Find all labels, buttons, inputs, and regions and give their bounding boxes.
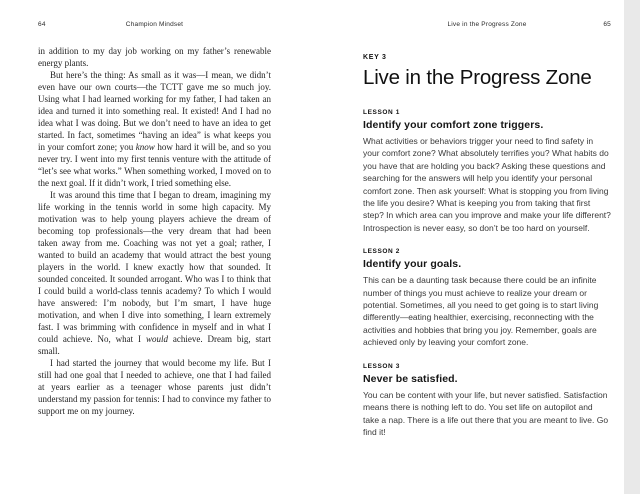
text-run: It was around this time that I began to dream, imagining my life working in the tennis world in some high capacity. My motivation was to help young players achieve the dream of becoming top professionals—the very dream that had been taken away from me. Coaching was not yet a goal; rather, I wanted to build an academy that would attract the best young players in the world. I knew exactly how that sounded. It sounded conceited. It sounded arrogant. Who was I to think that I could build a world-class tennis academy? To which I would have answered: I’m nobody, but I’m smart, I have huge motivation, and when I dive into something, I learn extremely fast. I was brimming with confidence in myself and in what I could achieve. No, what I: [38, 190, 271, 344]
lesson-body: You can be content with your life, but never satisfied. Satisfaction means there is nothing left to do. You set life on autopilot and take a nap. There is a life out there that you are meant to live. Go find it!: [363, 389, 609, 437]
paragraph: [38, 45, 271, 69]
page-header-right: [363, 21, 611, 30]
page-number-right: 65: [603, 21, 611, 28]
page-left: [38, 21, 271, 417]
running-head-right: Live in the Progress Zone: [447, 21, 527, 28]
text-run: I had started the journey that would become my life. But I still had one goal that I needed to achieve, one that I had failed at years earlier as a teenager whose parents just didn’t understand my passion for tennis: I had to convince my father to support me on my journey.: [38, 358, 271, 416]
italic-text-run: would: [145, 334, 168, 344]
chapter-title: Live in the Progress Zone: [363, 66, 592, 89]
text-run: how hard it will be, and so you never try. I went into my first tennis venture with the attitude of “let’s see what works.” When something worked, I moved on to the next goal. If it didn’t work, I tried something else.: [38, 142, 271, 188]
key-label: KEY 3: [363, 54, 387, 61]
paragraph: [38, 189, 271, 357]
lesson-section: [363, 363, 611, 439]
text-run: achieve. Dream big, start small.: [38, 334, 271, 356]
lesson-label: LESSON 3: [363, 362, 400, 370]
running-head-left: Champion Mindset: [125, 21, 184, 28]
lesson-label: LESSON 2: [363, 248, 400, 256]
italic-text-run: know: [135, 142, 155, 152]
text-run: But here’s the thing: As small as it was—I mean, we didn’t even have our own courts—the TCTT gave me so much joy. Using what I had learned working for my father, I had taken an idea and turned it into something real. It existed! And I had no idea what I was doing. But we don’t need to have an idea to get started. In fact, sometimes “having an idea” is what keeps you in your comfort zone; you: [38, 70, 271, 152]
body-text-left: [38, 45, 271, 417]
lesson-body: This can be a daunting task because there could be an infinite number of things you must achieve to realize your dream or potential. Sometimes, all you need to get going is to start living differently—eating healthier, exercising, reconnecting with the activities and hobbies that bring you joy. Remember, goals are achieved only by leaving your comfort zone.: [363, 275, 599, 348]
page-right: [363, 21, 611, 438]
lesson-section: [363, 248, 611, 348]
page-header-left: [38, 21, 271, 30]
page-edge-strip: [624, 0, 640, 494]
lesson-section: [363, 109, 611, 234]
paragraph: [38, 357, 271, 417]
lessons-list: [363, 109, 611, 438]
paragraph: [38, 69, 271, 189]
lesson-label: LESSON 1: [363, 109, 400, 116]
lesson-heading: Identify your comfort zone triggers.: [363, 119, 544, 131]
lesson-heading: Never be satisfied.: [363, 372, 458, 385]
lesson-heading: Identify your goals.: [363, 258, 462, 271]
page-number-left: 64: [38, 21, 46, 28]
lesson-body: What activities or behaviors trigger your need to find safety in your comfort zone? What absolutely terrifies you? What habits do you have that are holding you back? Asking these questions and searching for the answers will help you identify your personal comfort zone. Then ask yourself: What is stopping you from living the life you desire? What is keeping you from taking that first step? In which area can you improve and make your life different? Introspection is never easy, so don’t be too hard on yourself.: [363, 136, 611, 233]
text-run: in addition to my day job working on my father’s renewable energy plants.: [38, 46, 271, 68]
